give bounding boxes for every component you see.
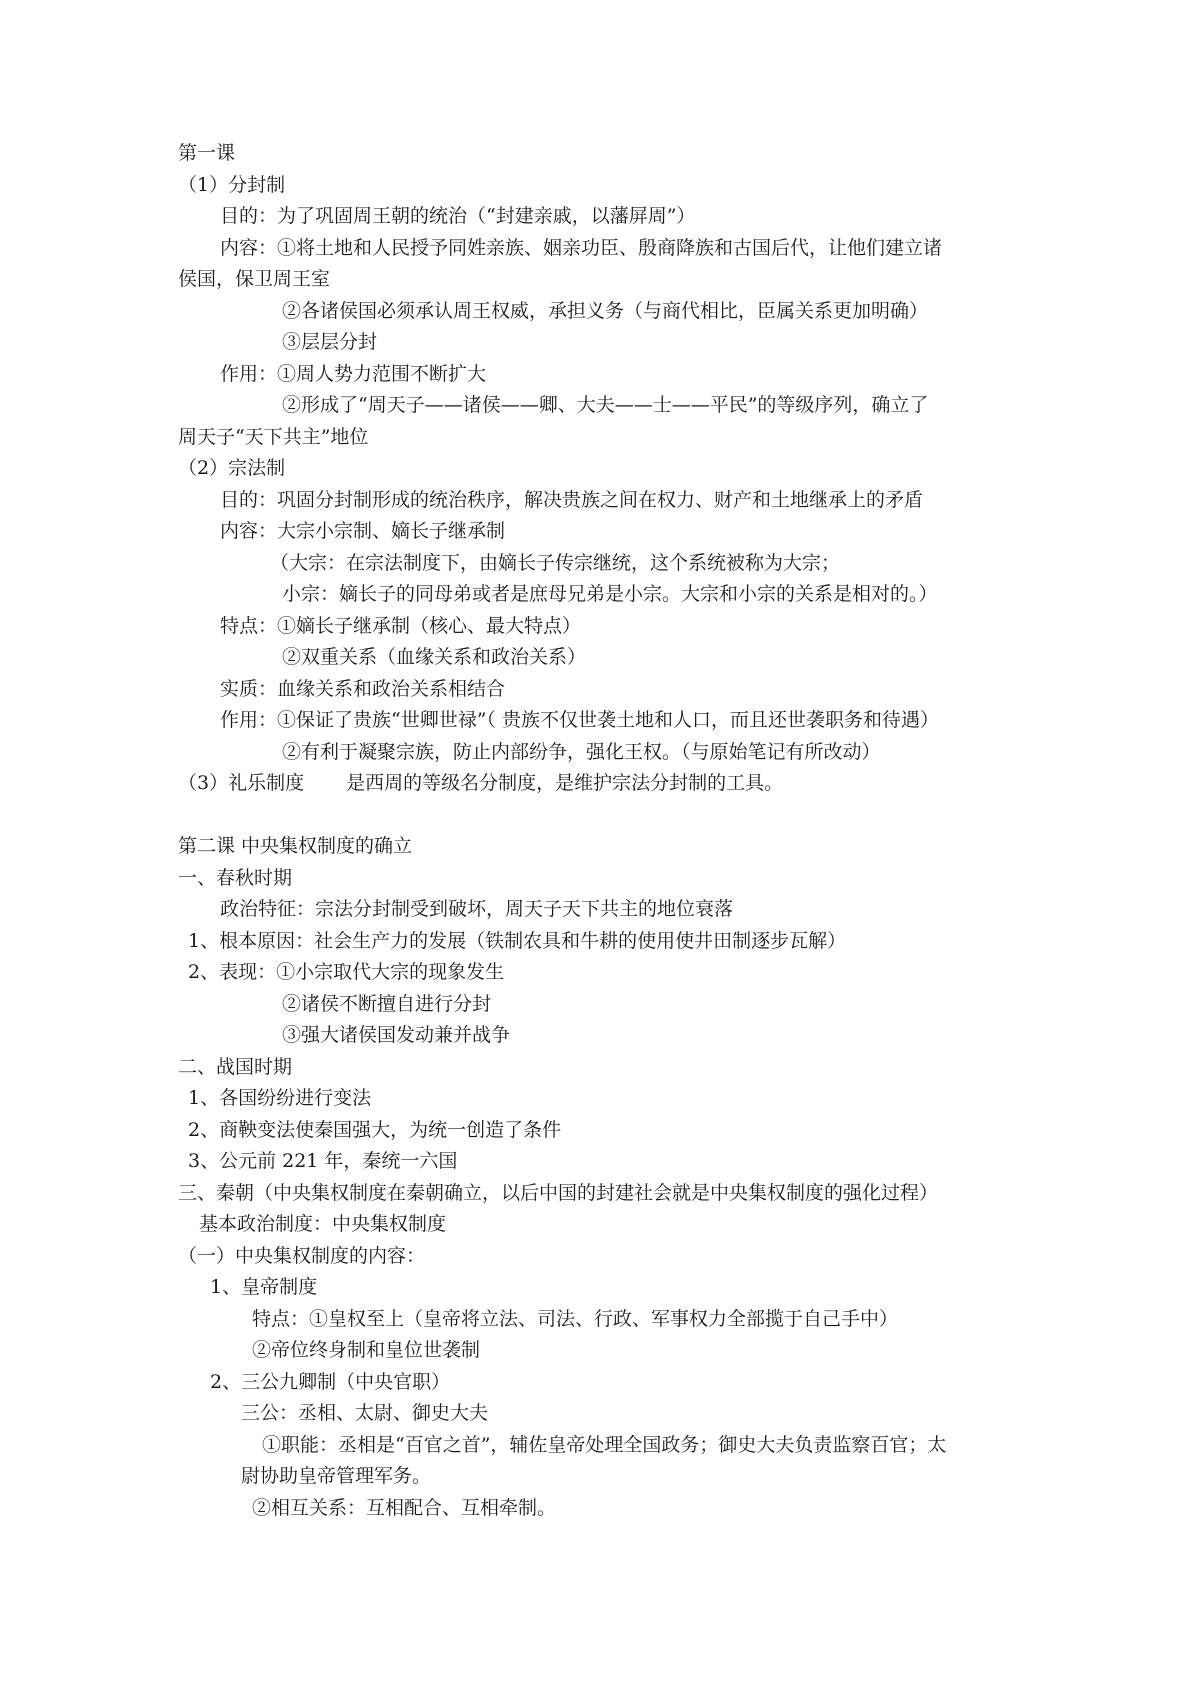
line-text: 三公：丞相、太尉、御史大夫 <box>241 1402 489 1424</box>
text-line <box>0 1115 1200 1147</box>
text-line <box>0 1146 1200 1178</box>
text-line <box>0 1335 1200 1367</box>
line-text: （大宗：在宗法制度下，由嫡长子传宗继统，这个系统被称为大宗； <box>270 551 841 574</box>
line-text: 3、公元前 221 年，秦统一六国 <box>188 1150 458 1172</box>
line-text: 2、三公九卿制（中央官职） <box>210 1370 451 1393</box>
line-text: ②双重关系（血缘关系和政治关系） <box>282 646 587 668</box>
line-text: ①职能：丞相是“百官之首”，辅佐皇帝处理全国政务；御史大夫负责监察百官；太 <box>262 1433 947 1456</box>
line-text: 内容：大宗小宗制、嫡长子继承制 <box>220 520 506 542</box>
text-line <box>0 390 1200 422</box>
line-text: ②相互关系：互相配合、互相牵制。 <box>252 1496 557 1519</box>
line-text: 内容：①将土地和人民授予同姓亲族、姻亲功臣、殷商降族和古国后代，让他们建立诸 <box>220 236 943 259</box>
line-text: 作用：①保证了贵族“世卿世禄”（ 贵族不仅世袭土地和人口，而且还世袭职务和待遇） <box>220 709 939 731</box>
text-line <box>0 264 1200 296</box>
line-text: （一）中央集权制度的内容： <box>178 1244 426 1267</box>
text-line <box>0 1083 1200 1115</box>
line-text: ②各诸侯国必须承认周王权威，承担义务（与商代相比，臣属关系更加明确） <box>282 299 929 322</box>
text-line <box>0 296 1200 328</box>
text-line <box>0 642 1200 674</box>
line-text: 政治特征：宗法分封制受到破坏，周天子天下共主的地位衰落 <box>220 898 734 920</box>
text-line <box>0 327 1200 359</box>
line-text: 小宗：嫡长子的同母弟或者是庶母兄弟是小宗。大宗和小宗的关系是相对的。） <box>282 583 938 605</box>
line-text-continuation: 是西周的等级名分制度，是维护宗法分封制的工具。 <box>346 772 784 794</box>
text-line <box>0 170 1200 202</box>
line-text: 侯国，保卫周王室 <box>178 268 331 290</box>
text-line <box>0 1241 1200 1273</box>
line-text: 二、战国时期 <box>178 1055 293 1078</box>
text-line <box>0 1209 1200 1241</box>
line-text: （2）宗法制 <box>178 457 286 479</box>
line-text: （1）分封制 <box>178 173 286 196</box>
text-line <box>0 611 1200 643</box>
line-text: 基本政治制度：中央集权制度 <box>199 1213 447 1235</box>
text-line <box>0 1272 1200 1304</box>
line-text: ②诸侯不断擅自进行分封 <box>282 992 492 1015</box>
text-line <box>0 800 1200 832</box>
text-line <box>0 548 1200 580</box>
text-line <box>0 1367 1200 1399</box>
text-line <box>0 989 1200 1021</box>
text-line <box>0 674 1200 706</box>
text-line <box>0 422 1200 454</box>
line-text: 第一课 <box>178 142 236 164</box>
line-text: 周天子“天下共主”地位 <box>178 425 369 448</box>
line-text: 第二课 中央集权制度的确立 <box>178 835 413 857</box>
line-text: （3）礼乐制度 <box>178 772 305 794</box>
line-text: 实质：血缘关系和政治关系相结合 <box>220 677 506 700</box>
line-text: 目的：巩固分封制形成的统治秩序，解决贵族之间在权力、财产和土地继承上的矛盾 <box>220 488 924 511</box>
line-text: 1、根本原因：社会生产力的发展（铁制农具和牛耕的使用使井田制逐步瓦解） <box>188 929 847 952</box>
line-text: 1、各国纷纷进行变法 <box>188 1087 372 1109</box>
line-text: 一、春秋时期 <box>178 866 293 889</box>
line-text: 特点：①嫡长子继承制（核心、最大特点） <box>220 614 582 637</box>
line-text: 作用：①周人势力范围不断扩大 <box>220 362 487 385</box>
text-line <box>0 453 1200 485</box>
line-text: ②有利于凝聚宗族，防止内部纷争，强化王权。（与原始笔记有所改动） <box>282 740 881 763</box>
text-line <box>0 1398 1200 1430</box>
text-line <box>0 1304 1200 1336</box>
text-line <box>0 1178 1200 1210</box>
line-text: ②帝位终身制和皇位世袭制 <box>252 1339 481 1361</box>
text-line <box>0 138 1200 170</box>
line-text: 三、秦朝（中央集权制度在秦朝确立，以后中国的封建社会就是中央集权制度的强化过程） <box>178 1181 939 1204</box>
line-text: 特点：①皇权至上（皇帝将立法、司法、行政、军事权力全部揽于自己手中） <box>252 1307 899 1330</box>
text-line <box>0 359 1200 391</box>
line-text: ②形成了“周天子——诸侯——卿、大夫——士——平民”的等级序列，确立了 <box>282 394 929 416</box>
text-line <box>0 233 1200 265</box>
text-line <box>0 1461 1200 1493</box>
text-line <box>0 737 1200 769</box>
text-line <box>0 485 1200 517</box>
line-text: 尉协助皇帝管理军务。 <box>241 1465 432 1487</box>
text-line <box>0 894 1200 926</box>
text-line <box>0 957 1200 989</box>
text-line <box>0 201 1200 233</box>
text-line <box>0 705 1200 737</box>
line-text: 2、商鞅变法使秦国强大，为统一创造了条件 <box>188 1118 562 1141</box>
line-text: 2、表现：①小宗取代大宗的现象发生 <box>188 961 505 983</box>
line-text: 1、皇帝制度 <box>210 1276 318 1298</box>
line-text: ③强大诸侯国发动兼并战争 <box>282 1024 511 1046</box>
text-line <box>0 863 1200 895</box>
text-line <box>0 831 1200 863</box>
text-line <box>0 516 1200 548</box>
text-line <box>0 579 1200 611</box>
text-line <box>0 1052 1200 1084</box>
document-body <box>0 138 1200 1524</box>
text-line <box>0 1493 1200 1525</box>
text-line <box>0 1430 1200 1462</box>
text-line <box>0 1020 1200 1052</box>
text-line <box>0 926 1200 958</box>
line-text: ③层层分封 <box>282 331 378 353</box>
line-text: 目的：为了巩固周王朝的统治（“封建亲戚，以藩屏周”） <box>220 205 696 227</box>
text-line <box>0 768 1200 800</box>
